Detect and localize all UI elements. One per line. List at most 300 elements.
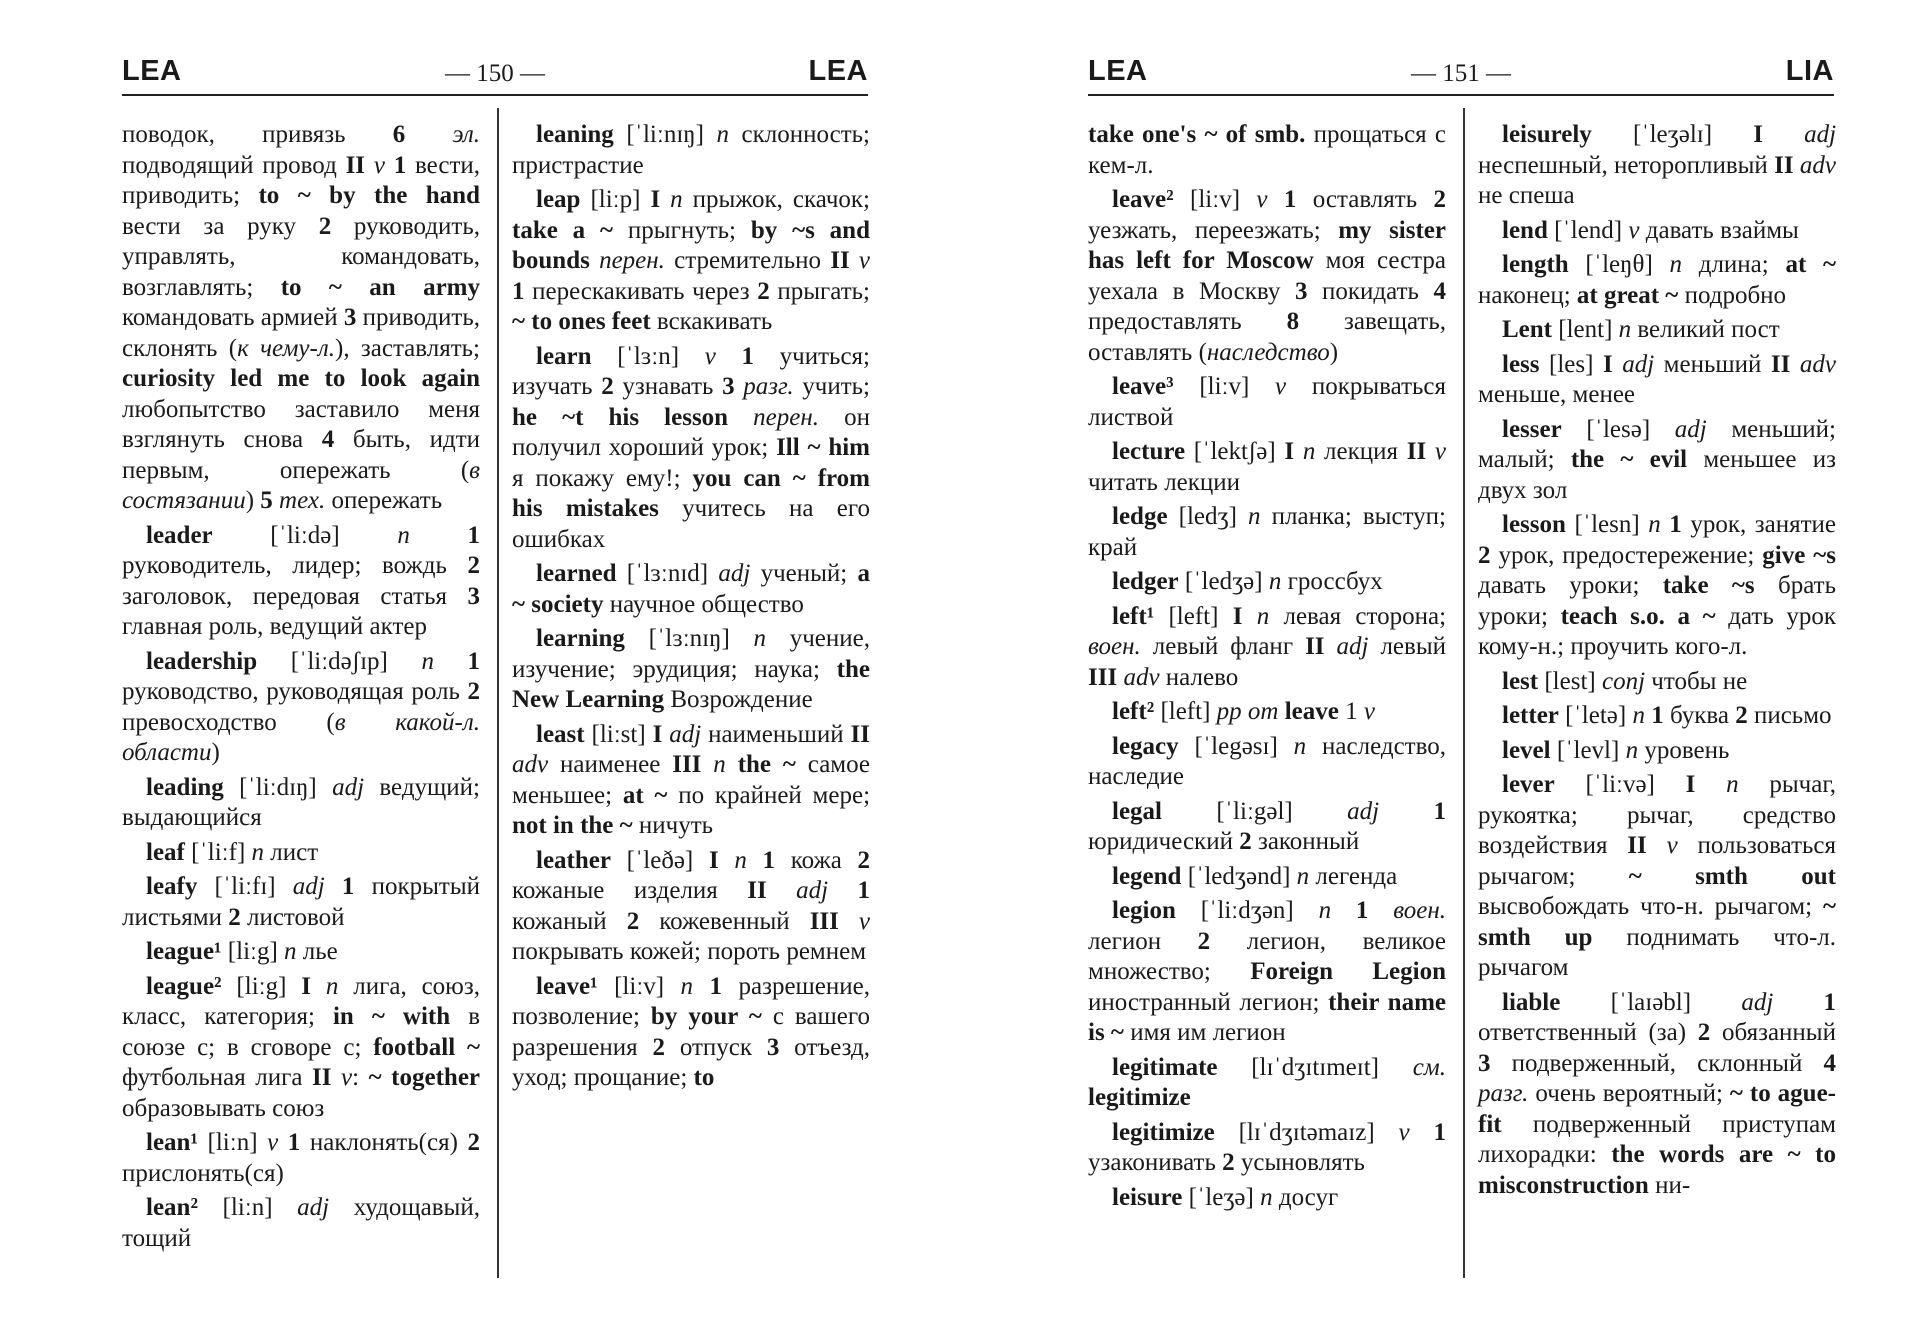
text-run: легион — [1088, 927, 1198, 955]
text-run: [les] — [1539, 350, 1603, 378]
text-run: [liːn] — [197, 1194, 298, 1221]
dictionary-column — [1478, 120, 1836, 1205]
bold-run: ~ smth out — [1628, 862, 1837, 890]
text-run: учить; — [793, 373, 870, 400]
italic-run: adj — [796, 877, 829, 904]
text-run: [ledʒ] — [1167, 503, 1249, 530]
text-run: покрываться листвой — [1088, 373, 1446, 431]
bold-run: to ~ an army — [280, 273, 480, 301]
italic-run: v — [1398, 1118, 1410, 1146]
text-run — [767, 877, 796, 904]
text-run: главная роль, ведущий актер — [122, 613, 427, 640]
page-number: — 150 — — [445, 60, 545, 87]
text-run — [365, 152, 374, 179]
bold-run: leisure — [1112, 1183, 1183, 1211]
dictionary-entry — [1478, 667, 1836, 698]
bold-run: 2 — [1433, 186, 1446, 213]
text-run: учение, изучение; эрудиция; наука; — [512, 625, 870, 683]
text-run: прощаться с кем-л. — [1088, 121, 1446, 179]
bold-run: 2 — [652, 1033, 665, 1061]
text-run — [693, 973, 709, 1000]
bold-run: 1 — [1433, 797, 1447, 825]
text-run — [1613, 351, 1623, 378]
text-run: очень вероятный; — [1528, 1080, 1730, 1107]
italic-run: n — [284, 938, 297, 965]
bold-run: legitimize — [1112, 1118, 1215, 1146]
italic-run: conj — [1601, 667, 1646, 695]
dictionary-entry — [122, 838, 480, 869]
text-run: [ˈliːdə] — [212, 521, 398, 549]
text-run — [311, 973, 326, 1000]
text-run: [liːst] — [584, 720, 653, 748]
text-run: [ˈliːgəl] — [1162, 797, 1348, 825]
italic-run: v — [858, 247, 871, 274]
italic-run: n — [713, 751, 726, 778]
italic-run: adj — [1804, 121, 1837, 148]
italic-run: n — [1632, 702, 1645, 729]
text-run: футбольная лига — [122, 1064, 313, 1091]
italic-run: n — [716, 121, 729, 148]
bold-run: left¹ — [1112, 602, 1155, 630]
dictionary-entry — [1478, 216, 1836, 247]
text-run: наклонять(ся) — [300, 1129, 468, 1156]
italic-run: v — [858, 907, 870, 935]
text-run: я покажу ему!; — [512, 464, 693, 492]
bold-run: legacy — [1112, 732, 1179, 760]
italic-run: adj — [297, 1194, 330, 1221]
bold-run: teach s.o. a ~ — [1560, 602, 1716, 630]
italic-run: adv — [1799, 350, 1836, 378]
italic-run: перен. — [599, 247, 665, 274]
text-run: заголовок, передовая статья — [122, 582, 468, 610]
text-run — [1773, 989, 1823, 1016]
italic-run: n — [421, 647, 434, 675]
text-run: письмо — [1747, 702, 1832, 729]
text-run: образовывать союз — [122, 1094, 325, 1122]
header-guide-word-right: LEA — [808, 55, 868, 87]
italic-run: воен. — [1088, 633, 1141, 660]
italic-run: v — [267, 1129, 279, 1156]
text-run: ) — [211, 739, 220, 766]
dictionary-entry — [1088, 185, 1446, 368]
text-run: ответственный (за) — [1478, 1019, 1698, 1046]
text-run: покрывать кожей; пороть ремнем — [512, 938, 867, 965]
bold-run: 4 — [1433, 277, 1446, 305]
text-run: ) — [245, 487, 261, 514]
bold-run: III — [672, 751, 702, 778]
text-run: кожевенный — [639, 907, 810, 935]
bold-run: leading — [146, 773, 224, 801]
text-run: [ˈleŋθ] — [1568, 251, 1670, 278]
header-rule — [1088, 94, 1834, 96]
text-run: дать урок кому-н.; проучить кого-л. — [1478, 602, 1836, 660]
text-run: [ˈliːfɪ] — [197, 873, 293, 900]
bold-run: III — [1088, 663, 1118, 691]
bold-run: I — [652, 720, 663, 748]
text-run: меньшее из двух зол — [1478, 446, 1836, 504]
text-run: усыновлять — [1234, 1149, 1365, 1176]
text-run: он получил хороший урок; — [512, 403, 870, 461]
italic-run: v — [1275, 373, 1287, 400]
text-run: худощавый, тощий — [122, 1194, 480, 1252]
bold-run: I — [1232, 602, 1243, 630]
text-run: руководство, руководящая роль — [122, 678, 468, 705]
text-run: прыжок, скачок; — [682, 186, 870, 213]
italic-run: n — [1618, 316, 1632, 343]
italic-run: n — [1302, 438, 1316, 465]
bold-run: I — [1284, 438, 1295, 465]
italic-run: adj — [1622, 350, 1655, 378]
text-run: вести за руку — [122, 212, 319, 240]
text-run: прислонять(ся) — [122, 1159, 284, 1187]
bold-run: leaf — [146, 838, 185, 866]
italic-run: n — [1648, 511, 1661, 538]
dictionary-entry — [1478, 250, 1836, 311]
italic-run: n — [1669, 251, 1682, 278]
dictionary-entry — [1088, 697, 1446, 728]
text-run: лига, союз, класс, категория; — [122, 972, 480, 1030]
text-run: руководить, управлять, командовать, возглавлять; — [122, 212, 480, 301]
dictionary-entry — [512, 559, 870, 620]
dictionary-entry — [1088, 602, 1446, 694]
dictionary-entry — [512, 120, 870, 181]
bold-run: 1 — [341, 873, 355, 900]
bold-run: I — [708, 846, 719, 874]
text-run: налево — [1159, 663, 1239, 691]
text-run: Возрождение — [664, 686, 813, 713]
text-run — [1426, 438, 1435, 465]
dictionary-entry — [512, 846, 870, 968]
bold-run: ledger — [1112, 568, 1179, 595]
text-run — [1695, 771, 1726, 798]
bold-run: lend — [1502, 216, 1548, 244]
text-run: учиться; изучать — [512, 342, 870, 400]
bold-run: 1 — [1823, 988, 1836, 1016]
italic-run: v — [1434, 438, 1447, 465]
bold-run: 1 — [709, 972, 723, 1000]
bold-run: 2 — [757, 277, 770, 305]
italic-run: v — [1256, 186, 1268, 213]
bold-run: take ~s — [1662, 572, 1755, 599]
bold-run: their name is ~ — [1088, 988, 1446, 1046]
text-run: стремительно — [664, 247, 831, 274]
text-run — [1325, 633, 1337, 660]
text-run: поднимать что-л. рычагом — [1478, 923, 1836, 981]
italic-run: adj — [1741, 988, 1774, 1016]
dictionary-entry — [122, 1128, 480, 1189]
text-run: моя сестра уехала в Москву — [1088, 247, 1446, 305]
text-run: [ˈlegəsɪ] — [1178, 732, 1294, 760]
text-run: ученый; — [750, 560, 858, 587]
text-run: отпуск — [665, 1033, 767, 1061]
text-run — [1242, 603, 1256, 630]
text-run — [332, 1064, 342, 1091]
text-run: наименьший — [701, 720, 851, 748]
italic-run: наследство — [1206, 338, 1330, 366]
dictionary-entry — [122, 1193, 480, 1254]
bold-run: Foreign Legion — [1250, 958, 1447, 985]
page-number: — 151 — — [1411, 60, 1511, 87]
text-run: в союзе с; в сговоре с; — [122, 1003, 480, 1061]
bold-run: leather — [536, 846, 611, 874]
bold-run: III — [809, 907, 839, 935]
dictionary-entry — [1088, 1053, 1446, 1114]
italic-run: adj — [332, 773, 365, 801]
bold-run: the ~ — [737, 751, 796, 778]
bold-run: to ~ by the hand — [258, 182, 480, 209]
bold-run: leave² — [1112, 186, 1174, 213]
bold-run: 1 — [393, 151, 407, 179]
dictionary-entry — [1088, 896, 1446, 1049]
italic-run: n — [680, 972, 694, 1000]
text-run: руководитель, лидер; вождь — [122, 552, 468, 579]
dictionary-entry — [1478, 315, 1836, 346]
text-run: меньше, менее — [1478, 381, 1636, 408]
text-run: урок, занятие — [1681, 511, 1837, 538]
text-run: вести, приводить; — [122, 151, 481, 209]
text-run: вскакивать — [650, 308, 773, 335]
italic-run: в какой-л. области — [122, 708, 480, 766]
header-guide-word-left: LEA — [122, 55, 182, 87]
text-run: кожаный — [512, 907, 627, 935]
text-run: [ˈlend] — [1547, 216, 1629, 244]
bold-run: 3 — [1478, 1049, 1491, 1077]
bold-run: my sister has left for Moscow — [1088, 216, 1447, 274]
dictionary-entry — [512, 720, 870, 842]
text-run: [ˈleðə] — [610, 846, 709, 874]
bold-run: 1 — [1669, 511, 1682, 538]
bold-run: 2 — [857, 846, 871, 874]
bold-run: 2 — [1197, 927, 1211, 955]
text-run: гроссбух — [1281, 568, 1383, 595]
bold-run: learn — [536, 342, 592, 370]
bold-run: Ill ~ him — [776, 434, 870, 461]
bold-run: give ~s — [1762, 541, 1836, 569]
bold-run: 2 — [467, 1129, 480, 1156]
text-run — [434, 648, 468, 675]
text-run — [1331, 897, 1356, 924]
text-run: подверженный приступам лихорадки: — [1478, 1110, 1836, 1168]
bold-run: leadership — [146, 647, 258, 675]
text-run: юридический — [1088, 828, 1240, 855]
text-run: имя им легион — [1123, 1019, 1286, 1046]
dictionary-entry — [1088, 1183, 1446, 1214]
text-run — [1294, 438, 1303, 465]
text-run — [735, 373, 744, 400]
text-run: командовать армией — [122, 304, 344, 331]
text-run: перескакивать через — [524, 277, 758, 305]
text-run: легион, великое множество; — [1088, 927, 1446, 985]
text-run — [385, 152, 394, 179]
text-run — [728, 404, 753, 431]
bold-run: II — [1305, 633, 1325, 660]
bold-run: 2 — [467, 552, 480, 579]
italic-run: n — [325, 972, 339, 1000]
bold-run: 2 — [601, 373, 614, 400]
bold-run: legitimize — [1088, 1084, 1191, 1111]
text-run: урок, предостережение; — [1490, 541, 1763, 569]
text-run: ничуть — [632, 812, 714, 839]
italic-run: adv — [1799, 151, 1837, 179]
text-run: [lent] — [1552, 316, 1619, 343]
italic-run: n — [670, 186, 683, 213]
bold-run: I — [1685, 771, 1696, 798]
bold-run: 4 — [1823, 1049, 1836, 1077]
bold-run: ~ together — [368, 1064, 481, 1091]
bold-run: Lent — [1502, 316, 1552, 343]
text-run: 1 — [1338, 698, 1364, 725]
text-run: [liːp] — [580, 186, 651, 213]
italic-run: n — [753, 625, 766, 652]
text-run: [ˈlevl] — [1550, 736, 1626, 764]
bold-run: ~ to ague-fit — [1478, 1080, 1836, 1138]
text-run: [ˈliːf] — [184, 838, 252, 866]
dictionary-entry — [122, 972, 480, 1125]
bold-run: 5 — [260, 487, 273, 514]
dictionary-entry — [1478, 736, 1836, 767]
bold-run: ~ to ones feet — [512, 308, 651, 335]
text-run: [ˈledʒənd] — [1181, 862, 1297, 890]
dictionary-entry — [122, 872, 480, 933]
text-run: [ˈlesə] — [1561, 415, 1675, 443]
column-divider — [497, 108, 499, 1278]
text-run: отъезд, уход; прощание; — [512, 1033, 870, 1091]
bold-run: curiosity led me to look again — [122, 365, 480, 392]
bold-run: the words are ~ to misconstruction — [1478, 1141, 1836, 1199]
bold-run: leave³ — [1112, 373, 1174, 400]
dictionary-entry — [1088, 797, 1446, 858]
text-run — [1763, 121, 1804, 148]
bold-run: 1 — [1283, 186, 1297, 213]
text-run: прыгнуть; — [613, 216, 751, 244]
bold-run: lesser — [1502, 415, 1562, 443]
dictionary-entry — [1088, 567, 1446, 598]
text-run: [liːn] — [197, 1129, 268, 1156]
text-run: по крайней мере; — [667, 781, 871, 809]
left-page — [122, 0, 871, 1344]
text-run: пользоваться рычагом; — [1478, 832, 1836, 890]
bold-run: length — [1502, 251, 1569, 278]
bold-run: 2 — [228, 903, 241, 931]
text-run — [1379, 798, 1433, 825]
italic-run: adv — [512, 751, 549, 778]
text-run: [ˈlesn] — [1565, 511, 1649, 538]
dictionary-entry — [1088, 372, 1446, 433]
text-run: законный — [1251, 828, 1360, 855]
bold-run: 1 — [1355, 897, 1369, 924]
italic-run: v — [373, 151, 385, 179]
italic-run: adj — [1336, 633, 1369, 660]
bold-run: at ~ — [1785, 251, 1837, 278]
bold-run: 1 — [857, 877, 871, 904]
text-run: длина; — [1682, 251, 1786, 278]
bold-run: in ~ with — [332, 1003, 451, 1030]
bold-run: 3 — [467, 582, 480, 610]
bold-run: left² — [1112, 698, 1155, 725]
bold-run: 2 — [467, 678, 480, 705]
text-run — [660, 186, 670, 213]
text-run: подверженный, склонный — [1490, 1049, 1824, 1077]
text-run — [1368, 897, 1393, 924]
italic-run: adv — [1123, 663, 1160, 691]
bold-run: I — [1602, 350, 1613, 378]
text-run: чтобы не — [1645, 667, 1748, 695]
bold-run: II — [747, 877, 767, 904]
italic-run: n — [1293, 732, 1307, 760]
text-run: [left] — [1154, 602, 1233, 630]
text-run: [ˈlektʃə] — [1185, 438, 1285, 465]
text-run — [747, 847, 763, 874]
bold-run: I — [1753, 121, 1763, 148]
bold-run: 2 — [1735, 702, 1748, 729]
text-run: с вашего разрешения — [512, 1003, 870, 1061]
text-run: оставлять — [1296, 186, 1434, 213]
bold-run: leafy — [146, 873, 198, 900]
bold-run: 1 — [467, 647, 480, 675]
bold-run: by ~s and bounds — [512, 216, 870, 274]
italic-run: эл. — [452, 121, 480, 148]
bold-run: 3 — [722, 373, 735, 400]
text-run: кожаные изделия — [512, 877, 748, 904]
right-page — [1088, 0, 1837, 1344]
text-run: обязанный — [1710, 1019, 1836, 1046]
bold-run: 1 — [762, 846, 776, 874]
italic-run: n — [1260, 1183, 1273, 1211]
text-run: завещать, оставлять ( — [1088, 308, 1446, 366]
italic-run: v — [341, 1064, 353, 1091]
bold-run: I — [650, 186, 661, 213]
text-run: наследство, наследие — [1088, 732, 1446, 790]
bold-run: leisurely — [1502, 121, 1592, 148]
dictionary-entry — [512, 185, 870, 338]
italic-run: n — [1248, 503, 1261, 530]
dictionary-entry — [122, 521, 480, 643]
text-run: [left] — [1154, 698, 1217, 725]
dictionary-entry — [1478, 988, 1836, 1202]
entry-continuation — [122, 120, 480, 517]
bold-run: lean² — [146, 1194, 198, 1221]
text-run: наконец; — [1478, 281, 1577, 309]
text-run: учитесь на его ошибках — [512, 495, 870, 553]
text-run: лье — [296, 938, 338, 965]
text-run: подробно — [1678, 281, 1787, 309]
text-run: иностранный легион; — [1088, 988, 1329, 1016]
text-run — [719, 847, 735, 874]
header-guide-word-left: LEA — [1088, 55, 1148, 87]
bold-run: 1 — [1433, 1118, 1446, 1146]
bold-run: 8 — [1286, 308, 1300, 335]
text-run: [ˈliːdɪŋ] — [223, 773, 333, 801]
bold-run: 2 — [626, 907, 640, 935]
text-run — [1268, 186, 1284, 213]
text-run: [ˈliːdʒən] — [1175, 897, 1319, 924]
text-run — [701, 751, 713, 778]
text-run: опережать — [325, 487, 443, 514]
text-run: меньший; малый; — [1478, 415, 1836, 473]
text-run: : — [352, 1064, 369, 1091]
page-header — [122, 50, 868, 96]
bold-run: 1 — [467, 521, 480, 549]
text-run: приводить, склонять ( — [122, 304, 480, 362]
italic-run: adj — [1674, 415, 1707, 443]
bold-run: at great ~ — [1576, 281, 1679, 309]
text-run: [liːg] — [221, 938, 285, 965]
italic-run: разг. — [743, 373, 794, 400]
text-run: кожа — [775, 846, 858, 874]
italic-run: воен. — [1393, 897, 1446, 924]
bold-run: II — [345, 151, 366, 179]
text-run: покидать — [1307, 277, 1434, 305]
